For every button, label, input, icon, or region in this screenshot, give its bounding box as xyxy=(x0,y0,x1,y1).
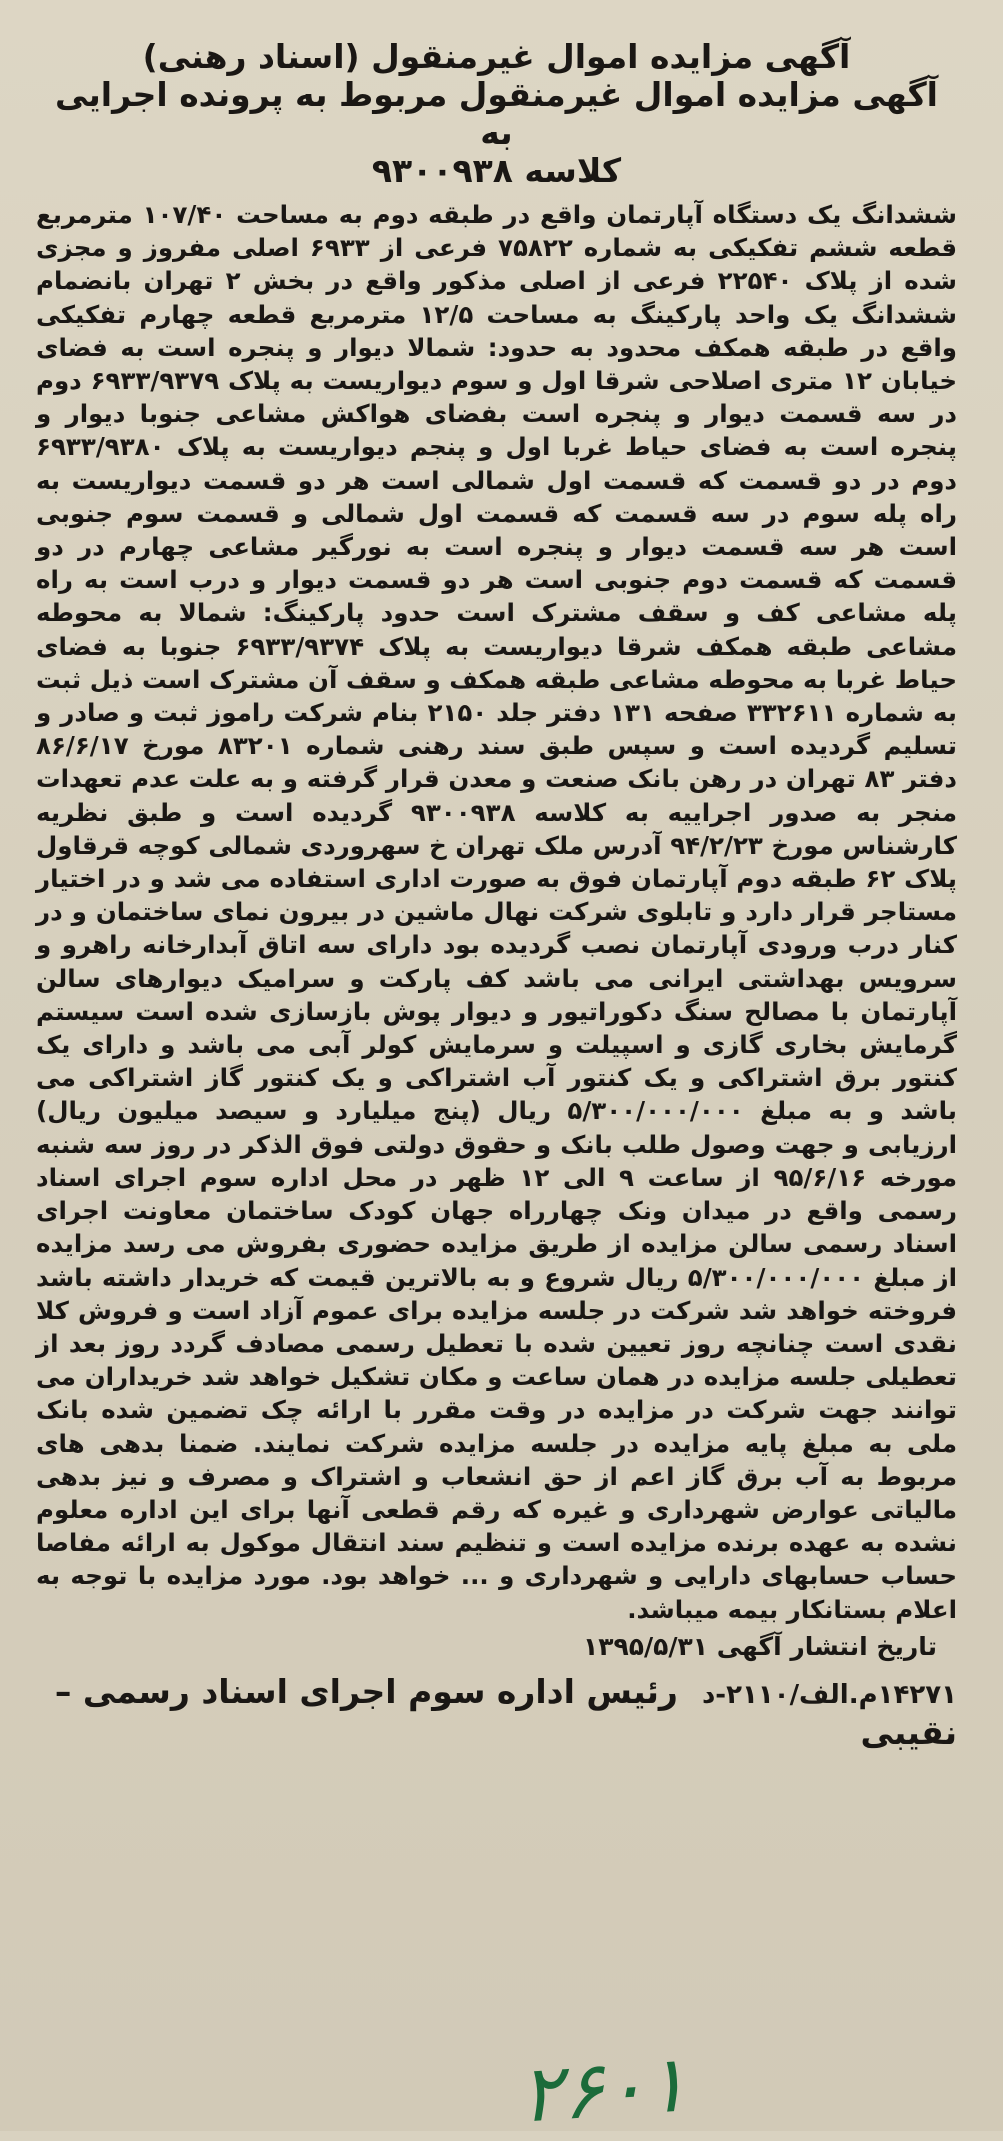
publication-date: تاریخ انتشار آگهی ۱۳۹۵/۵/۳۱ xyxy=(582,1631,937,1661)
notice-body: ششدانگ یک دستگاه آپارتمان واقع در طبقه دوم به مساحت ۱۰۷/۴۰ مترمربع قطعه ششم تفکیکی به شماره ۷۵۸۲۲ فرعی از ۶۹۳۳ اصلی مفروز و مجزی شده از پلاک ۲۲۵۴۰ فرعی از اصلی مذکور واقع در بخش ۲ تهران بانضمام ششدانگ یک واحد پارکینگ به مساحت ۱۲/۵ مترمربع قطعه چهارم تفکیکی واقع در طبقه همکف محدود به حدود: شمالا دیوار و پنجره است به فضای خیابان ۱۲ متری اصلاحی شرقا اول و سوم دیواریست به پلاک ۶۹۳۳/۹۳۷۹ دوم در سه قسمت دیوار و پنجره است بفضای هواکش مشاعی جنوبا دیوار و پنجره است به فضای حیاط غربا اول و پنجم دیواریست به پلاک ۶۹۳۳/۹۳۸۰ دوم در دو قسمت که قسمت اول شمالی است هر دو قسمت دیواریست به راه پله سوم در سه قسمت که قسمت اول شمالی و قسمت سوم جنوبی است هر سه قسمت دیوار و پنجره است به نورگیر مشاعی چهارم در دو قسمت که قسمت دوم جنوبی است هر دو قسمت دیوار و درب است به راه پله مشاعی کف و سقف مشترک است حدود پارکینگ: شمالا به محوطه مشاعی طبقه همکف شرقا دیواریست به پلاک ۶۹۳۳/۹۳۷۴ جنوبا به فضای حیاط غربا به محوطه مشاعی طبقه همکف و سقف آن مشترک است ذیل ثبت به شماره ۳۳۲۶۱۱ صفحه ۱۳۱ دفتر جلد ۲۱۵۰ بنام شرکت راموز ثبت و صادر و تسلیم گردیده است و سپس طبق سند رهنی شماره ۸۳۲۰۱ مورخ ۸۶/۶/۱۷ دفتر ۸۳ تهران در رهن بانک صنعت و معدن قرار گرفته و به علت عدم تعهدات منجر به صدور اجراییه به کلاسه ۹۳۰۰۹۳۸ گردیده است و طبق نظریه کارشناس مورخ ۹۴/۲/۲۳ آدرس ملک تهران خ سهروردی شمالی کوچه قرقاول پلاک ۶۲ طبقه دوم آپارتمان فوق به صورت اداری استفاده می شد و در اختیار مستاجر قرار دارد و تابلوی شرکت نهال ماشین در بیرون نمای ساختمان و در کنار درب ورودی آپارتمان نصب گردیده بود دارای سه اتاق آبدارخانه راهرو و سرویس بهداشتی ایرانی می باشد کف پارکت و سرامیک دیوارهای سالن آپارتمان با مصالح سنگ دکوراتیور و دیوار پوش بازسازی شده است سیستم گرمایش بخاری گازی و اسپیلت و سرمایش کولر آبی می باشد و دارای یک کنتور برق اشتراکی و یک کنتور آب اشتراکی و یک کنتور گاز اشتراکی می باشد و به مبلغ ۵/۳۰۰/۰۰۰/۰۰۰ ریال (پنج میلیارد و سیصد میلیون ریال) ارزیابی و جهت وصول طلب بانک و حقوق دولتی فوق الذکر در روز سه شنبه مورخه ۹۵/۶/۱۶ از ساعت ۹ الی ۱۲ ظهر در محل اداره سوم اجرای اسناد رسمی واقع در میدان ونک چهارراه جهان کودک ساختمان معاونت اجرای اسناد رسمی سالن مزایده از طریق مزایده حضوری بفروش می رسد مزایده از مبلغ ۵/۳۰۰/۰۰۰/۰۰۰ ریال شروع و به بالاترین قیمت که خریدار داشته باشد فروخته خواهد شد شرکت در جلسه مزایده برای عموم آزاد است و فروش کلا نقدی است چنانچه روز تعیین شده با تعطیل رسمی مصادف گردد روز بعد از تعطیلی جلسه مزایده در همان ساعت و مکان تشکیل خواهد شد خریداران می توانند جهت شرکت در مزایده در وقت مقرر با ارائه چک تضمین شده بانک ملی به مبلغ پایه مزایده در جلسه مزایده شرکت نمایند. ضمنا بدهی های مربوط به آب برق گاز اعم از حق انشعاب و اشتراک و مصرف و نیز بدهی مالیاتی عوارض شهرداری و غیره که رقم قطعی آنها برای این اداره معلوم نشده به عهده برنده مزایده است و تنظیم سند انتقال موکول به ارائه مفاصا حساب حسابهای دارایی و شهرداری و ... خواهد بود. مورد مزایده با توجه به اعلام بستانکار بیمه میباشد. xyxy=(36,200,957,1624)
signer-name: نقیبی xyxy=(860,1712,957,1752)
handwritten-number: ۲۶۰۱ xyxy=(517,2039,691,2141)
signer-title: رئیس اداره سوم اجرای اسناد رسمی – xyxy=(54,1671,678,1711)
notice-title xyxy=(36,38,957,190)
reference-code: ۱۴۲۷۱م.الف/۲۱۱۰-د xyxy=(701,1679,957,1710)
signature-row xyxy=(36,1672,957,1711)
title-line-2: آگهی مزایده اموال غیرمنقول مربوط به پرونده اجرایی به xyxy=(55,75,938,152)
title-line-1: آگهی مزایده اموال غیرمنقول (اسناد رهنی) xyxy=(142,37,851,76)
title-line-3: کلاسه ۹۳۰۰۹۳۸ xyxy=(371,151,622,190)
